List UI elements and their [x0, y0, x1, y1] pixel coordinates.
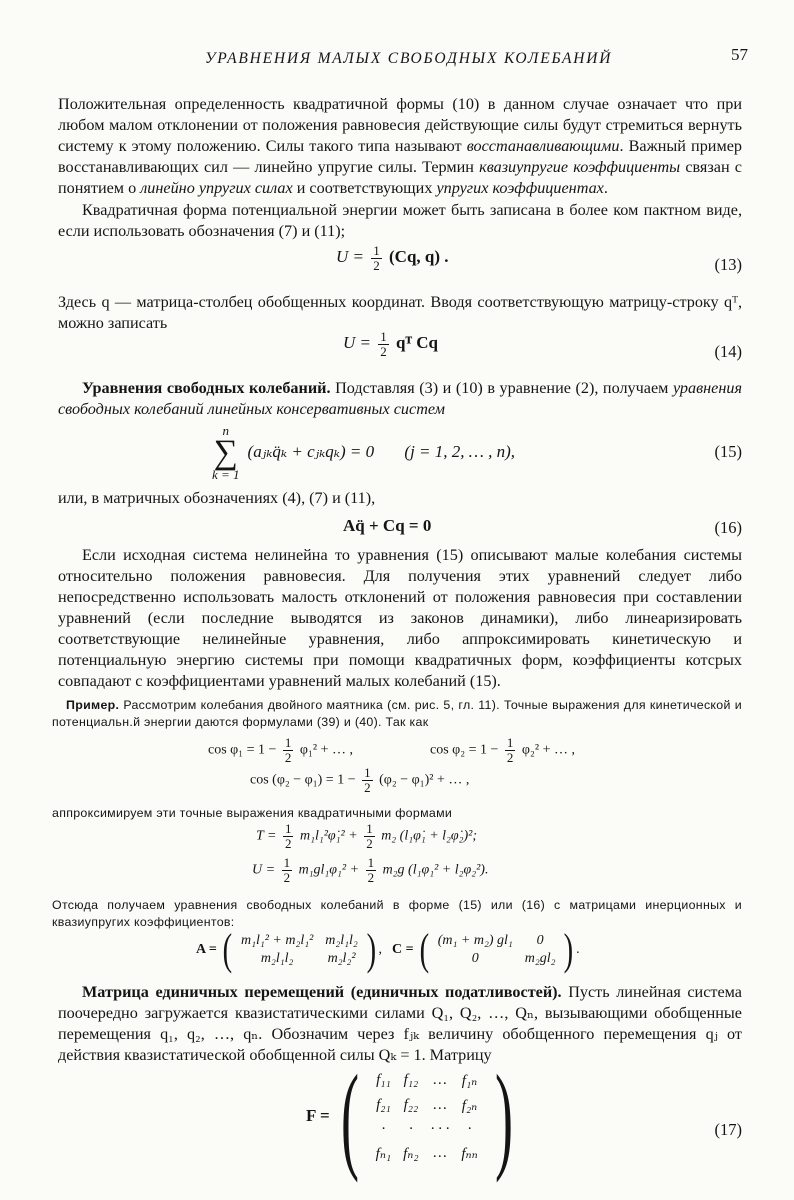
equation-15-label: (15): [714, 442, 742, 461]
term-restoring: восстанавливающими: [466, 137, 620, 155]
equation-16-label: (16): [714, 518, 742, 537]
equation-14-label: (14): [714, 342, 742, 361]
equation-13-label: (13): [714, 255, 742, 274]
equation-17: F =( f₁₁ f₁₂ … f₁ₙ f₂₁ f₂₂ … f₂ₙ · · · · · · fₙ₁ fₙ₂ … fₙₙ ): [306, 1050, 513, 1183]
section-heading-flexibility: Матрица единичных перемещений (единичных податливостей).: [82, 983, 562, 1001]
matrix-C: C = ( (m₁ + m₂) gl₁ 0 0 m₂gl₂ ) .: [392, 925, 580, 974]
cos-phi2-expansion: cos φ₂ = 1 − $\frac{1}{2}$ φ₂² + … ,: [430, 735, 575, 765]
matrix-A-entries: m₁l₁² + m₂l₁² m₂l₁l₂ m₂l₁l₂ m₂l₂²: [240, 933, 358, 966]
equation-17-label: (17): [714, 1120, 742, 1139]
equation-15: n ∑ k = 1(aⱼₖq̈ₖ + cⱼₖqₖ) = 0 (j = 1, 2, … , n),: [212, 423, 516, 483]
cos-phi1-expansion: cos φ₁ = 1 − $\frac{1}{2}$ φ₁² + … ,: [208, 735, 353, 765]
cos-difference-expansion: cos (φ₂ − φ₁) = 1 − $\frac{1}{2}$ (φ₂ − φ₁)² + … ,: [250, 765, 470, 795]
potential-energy-form: U = $\frac{1}{2}$ m₁gl₁φ₁² + $\frac{1}{2}$ m₂g (l₁φ₁² + l₂φ₂²).: [252, 855, 489, 885]
fraction-half: $\frac{1}{2}$: [380, 329, 387, 359]
matrix-F-entries: f₁₁ f₁₂ … f₁ₙ f₂₁ f₂₂ … f₂ₙ · · · · · · fₙ₁ fₙ₂ … fₙₙ: [375, 1072, 478, 1162]
section-heading-free-oscillations: Уравнения свободных колебаний.: [82, 379, 331, 397]
kinetic-energy-form: T = $\frac{1}{2}$ m₁l₁²φ̇₁² + $\frac{1}{2}$ m₂ (l₁φ̇₁ + l₂φ̇₂)²;: [256, 821, 478, 851]
page-number: 57: [731, 45, 748, 64]
paragraph-restoring-forces: Положительная определенность квадратичной формы (10) в данном случае означает что при любом малом отклонении от положения равновесия действующие силы будут стремиться вернуть систему к этому положению. Силы такого типа называют восстанавливающими. Важный пример восстанавливающих сил — линейно упругие силы. Термин квазиупругие коэффициенты связан с понятием о линейно упругих силах и соответствующих упругих коэффициентах.: [58, 95, 742, 197]
running-title: УРАВНЕНИЯ МАЛЫХ СВОБОДНЫХ КОЛЕБАНИЙ: [205, 50, 613, 67]
paragraph-flexibility-matrix: Матрица единичных перемещений (единичных податливостей). Пусть линейная система поочередно загружается квазистатическими силами Q₁, Q₂, …, Qₙ, вызывающими обобщенные перемещения q₁, q₂, …, qₙ. Обозначим через fⱼₖ величину обобщенного перемещения qⱼ от действия квазистатической обобщенной силы Qₖ = 1. Матрицу: [58, 983, 742, 1064]
approximation-text: аппроксимируем эти точные выражения квадратичными формами: [52, 806, 453, 820]
matrices-intro: Отсюда получаем уравнения свободных колебаний в форме (15) или (16) с матрицами инерционных и квазиупругих коэффициентов:: [52, 898, 742, 929]
term-quasi-elastic: квазиупругие коэффициенты: [479, 158, 681, 176]
paragraph-nonlinear-system: Если исходная система нелинейна то уравнения (15) описывают малые колебания системы относительно положения равновесия. Для получения этих уравнений следует либо непосредственно использовать малость отклонений от положения равновесия при составлении уравнений (если последние выводятся из законов динамики), либо линеаризировать соответствующие нелинейные уравнения, либо аппроксимировать кинетическую и потенциальную энергию системы при помощи квадратичных форм, коэффициенты котсрых совпадают с коэффициентами уравнений малых колебаний (15).: [58, 546, 742, 690]
matrix-A: A = ( m₁l₁² + m₂l₁² m₂l₁l₂ m₂l₁l₂ m₂l₂² ) ,: [196, 925, 382, 974]
term-linear-elastic-forces: линейно упругих силах: [140, 179, 293, 197]
equation-16: Aq̈ + Cq = 0: [343, 516, 432, 535]
equation-13: U = $\frac{1}{2}$ (Cq, q) .: [336, 243, 449, 273]
example-intro: Пример. Рассмотрим колебания двойного маятника (см. рис. 5, гл. 11). Точные выражения для кинетической и потенциальн.й энергии даются формулами (39) и (40). Так как: [52, 698, 742, 729]
paragraph-quadratic-form: Квадратичная форма потенциальной энергии может быть записана в более ком пактном виде, если использовать обозначения (7) и (11);: [58, 201, 742, 240]
paragraph-matrix-notation: или, в матричных обозначениях (4), (7) и (11),: [58, 489, 376, 507]
fraction-half: $\frac{1}{2}$: [373, 243, 380, 273]
paragraph-free-oscillations: Уравнения свободных колебаний. Подставляя (3) и (10) в уравнение (2), получаем уравнения свободных колебаний линейных консервативных систем: [58, 379, 743, 418]
paragraph-column-matrix: Здесь q — матрица-столбец обобщенных координат. Вводя соответствующую матрицу-строку qᵀ, можно записать: [58, 293, 742, 332]
term-elastic-coefficients: упругих коэффициентах: [436, 179, 604, 197]
sum-symbol: n ∑ k = 1: [212, 423, 240, 483]
equation-14: U = $\frac{1}{2}$ qᵀ Cq: [343, 329, 438, 359]
matrix-C-entries: (m₁ + m₂) gl₁ 0 0 m₂gl₂: [437, 933, 556, 966]
